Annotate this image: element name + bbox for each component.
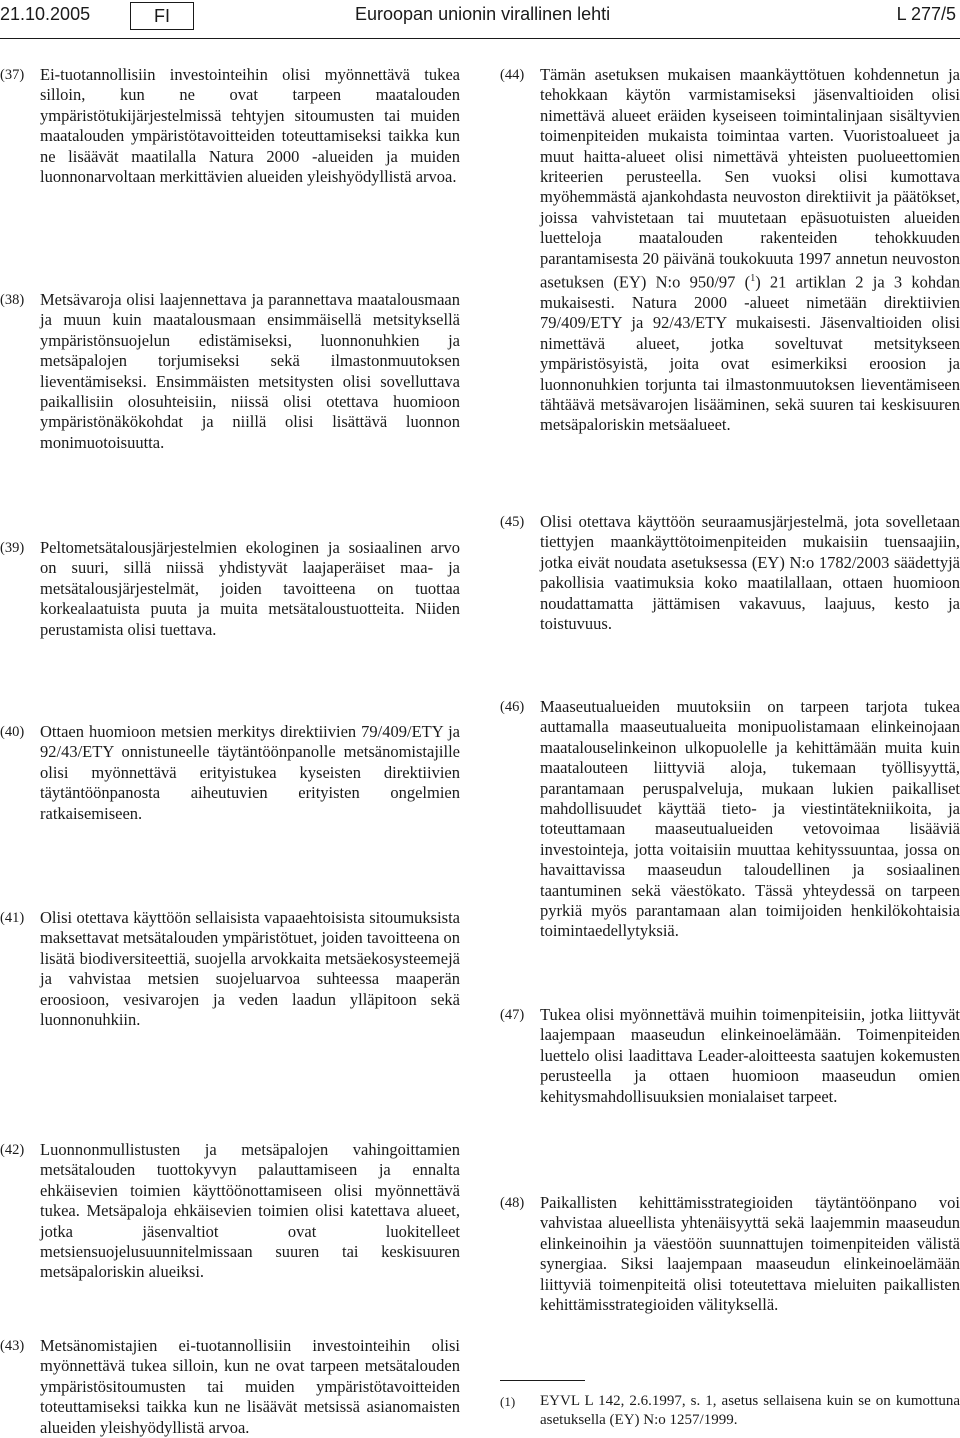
language-badge: FI xyxy=(130,2,194,30)
footnote-text: EYVL L 142, 2.6.1997, s. 1, asetus sellaisena kuin se on kumottuna asetuksella (EY) N:o 1257/1999. xyxy=(540,1393,960,1428)
recital-text-part: ) 21 artiklan 2 ja 3 kohdan mukaisesti. Natura 2000 -alueet nimetään direktiivien 79/409/ETY ja 92/43/ETY mukaisesti. Jäsenvaltioiden olisi nimettävä alueet, jotka soveltuvat metsitykseen ympäristösyistä, joita ovat esimerkiksi eroosion ja luonnonuhkien torjunta tai ilmastonmuutoksen lieventämiseen tähtäävä metsävarojen lisääminen, sekä suuren tai keskisuuren metsäpaloriskin metsäalueet. xyxy=(540,272,960,435)
recital-number: (38) xyxy=(0,292,25,308)
header-rule xyxy=(0,38,960,39)
recital-number: (37) xyxy=(0,67,25,83)
recital-48 xyxy=(500,1193,960,1315)
recital-text: Olisi otettava käyttöön seuraamusjärjestelmä, jota sovelletaan tiettyjen maankäyttötoimenpiteiden mukaisiin tuensaajiin, jotka eivät noudata asetuksessa (EY) N:o 1782/2003 säädettyjä pakollisia vaatimuksia koko maatilallaan, ottaen huomioon noudattamatta jättämisen vakavuus, laajuus, kesto ja toistuvuus. xyxy=(540,512,960,634)
recital-number: (48) xyxy=(500,1195,525,1211)
footnote-rule xyxy=(500,1380,585,1381)
recital-number: (47) xyxy=(500,1007,525,1023)
recital-number: (42) xyxy=(0,1142,25,1158)
recital-text: Tukea olisi myönnettävä muihin toimenpiteisiin, jotka liittyvät laajempaan maaseudun elinkeinoelämään. Toimenpiteiden luettelo olisi laadittava Leader-aloitteesta saatujen kokemusten perusteella ja ottaen huomioon maaseudun omien kehitysmahdollisuuksien monialaiset tarpeet. xyxy=(540,1005,960,1106)
recital-number: (39) xyxy=(0,540,25,556)
footnote-ref[interactable]: 1 xyxy=(750,273,756,285)
recital-number: (45) xyxy=(500,514,525,530)
recital-text: Maaseutualueiden muutoksiin on tarpeen tarjota tukea auttamalla maaseutualueita monipuolistamaan elinkeinojaan maatalouselinkeinon ulkopuolelle ja kehittämään muita kuin maatalouteen liittyviä aloja, tukemaan työllisyyttä, parantamaan peruspalveluja, mukaan lukien paikalliset mahdollisuudet käyttää tieto- ja viestintätekniikoita, ja toteuttamaan maaseutualueiden vetovoimaa lisääviä investointeja, jotta voitaisiin muuttaa kehityssuuntaa, jossa on havaittavissa maaseudun taloudellinen ja sosiaalinen taantuminen sekä väestökato. Tässä yhteydessä on tarpeen pyrkiä myös parantamaan alan toimijoiden henkilökohtaisia toimintaedellytyksiä. xyxy=(540,697,960,941)
recital-40 xyxy=(0,722,460,824)
recital-number: (41) xyxy=(0,910,25,926)
recital-39 xyxy=(0,538,460,640)
recital-text: Ei-tuotannollisiin investointeihin olisi myönnettävä tukea silloin, kun ne ovat tarpeen maatalouden ympäristötukijärjestelmissä tehtyjen sitoumusten tai muiden maatalouden ympäristötavoitteiden toteuttamiseksi taikka kun ne lisäävät maatilalla Natura 2000 -alueiden ja muiden luonnonarvoltaan merkittävien alueiden yleishyödyllistä arvoa. xyxy=(40,65,460,187)
recital-number: (43) xyxy=(0,1338,25,1354)
recital-text: Ottaen huomioon metsien merkitys direktiivien 79/409/ETY ja 92/43/ETY onnistuneelle täytäntöönpanolle metsänomistajille olisi myönnettävä erityistukea kyseisten direktiivien täytäntöönpanosta aiheutuvien erityisten ongelmien ratkaisemiseen. xyxy=(40,722,460,823)
recital-41 xyxy=(0,908,460,1030)
recital-43 xyxy=(0,1336,460,1438)
recital-text: Paikallisten kehittämisstrategioiden täytäntöönpano voi vahvistaa alueellista yhtenäisyyttä sekä laajemmin maaseudun elinkeinoihin ja väestöön suunnattujen toimenpiteiden välistä synergiaa. Siksi laajempaan maaseudun elinkeinoelämään liittyviä toimenpiteitä olisi toteutettava mieluiten paikallisten kehittämisstrategioiden välityksellä. xyxy=(540,1193,960,1315)
recital-46 xyxy=(500,697,960,942)
recital-42 xyxy=(0,1140,460,1283)
publication-date: 21.10.2005 xyxy=(0,4,91,24)
page-reference: L 277/5 xyxy=(896,4,956,24)
recital-text: Peltometsätalousjärjestelmien ekologinen ja sosiaalinen arvo on suuri, sillä niissä yhdistyvät laajaperäiset maa- ja metsätalousjärjestelmät, joiden tavoitteena on tuottaa korkealaatuista puuta ja muita metsätaloustuotteita. Niiden perustamista olisi tuettava. xyxy=(40,538,460,639)
recital-number: (40) xyxy=(0,724,25,740)
recital-number: (44) xyxy=(500,67,525,83)
recital-number: (46) xyxy=(500,699,525,715)
recital-text: Olisi otettava käyttöön sellaisista vapaaehtoisista sitoumuksista maksettavat metsätalouden ympäristötuet, joiden tavoitteena on lisätä biodiversiteettiä, suojella arvokkaita metsäekosysteemejä ja vahvistaa metsien suojeluarvoa suhteessa maaperän eroosioon, vesivarojen ja veden laadun ylläpitoon sekä luonnonuhkiin. xyxy=(40,908,460,1030)
recital-37 xyxy=(0,65,460,187)
recital-38 xyxy=(0,290,460,453)
recital-text: Luonnonmullistusten ja metsäpalojen vahingoittamien metsätalouden tuottokyvyn palauttamiseen ja ennalta ehkäisevien toimien käyttöönottamiseen olisi myönnettävä tukea. Metsäpaloja ehkäisevien toimien olisi katettava alueet, jotka jäsenvaltiot ovat luokitelleet metsiensuojelusuunnitelmissaan suuren tai keskisuuren metsäpaloriskin alueiksi. xyxy=(40,1140,460,1282)
recital-44 xyxy=(500,65,960,436)
recital-text xyxy=(540,65,960,436)
journal-title: Euroopan unionin virallinen lehti xyxy=(355,4,611,24)
recital-47 xyxy=(500,1005,960,1107)
recital-text: Metsänomistajien ei-tuotannollisiin investointeihin olisi myönnettävä tukea silloin, kun ne ovat tarpeen metsätalouden ympäristösitoumusten tai muiden ympäristötavoitteiden toteuttamiseksi taikka kun ne lisäävät metsissä asianomaisten alueiden yleishyödyllistä arvoa. xyxy=(40,1336,460,1437)
recital-text: Metsävaroja olisi laajennettava ja parannettava maatalousmaan ja muun kuin maatalousmaan ensimmäisellä metsityksellä ympäristönsuojelun edistämiseksi, luonnonuhkien ja metsäpalojen torjumiseksi sekä ilmastonmuutoksen lieventämiseksi. Ensimmäisten metsitysten olisi sovelluttava paikallisiin olosuhteisiin, niissä olisi otettava huomioon ympäristönäkökohdat ja niillä olisi lisättävä luonnon monimuotoisuutta. xyxy=(40,290,460,452)
footnote xyxy=(500,1392,960,1430)
page-header xyxy=(0,0,960,40)
recital-text-part: Tämän asetuksen mukaisen maankäyttötuen kohdennetun ja tehokkaan käytön varmistamiseksi jäsenvaltioiden olisi nimettävä alueet eräiden kyseiseen toimintalinjaan sisältyvien toimenpiteiden mukaista toimintaa varten. Vuoristoalueet ja muut haitta-alueet olisi nimettävä yhteisten puolueettomien kriteerien perusteella. Sen vuoksi olisi kumottava myöhemmästä ajankohdasta neuvoston direktiivit ja päätökset, joissa vahvistetaan tai muutetaan epäsuotuisten alueiden luetteloja maatalouden rakenteiden tehokkuuden parantamisesta 20 päivänä toukokuuta 1997 annetun neuvoston asetuksen (EY) N:o 950/97 ( xyxy=(540,65,960,292)
recital-45 xyxy=(500,512,960,634)
footnote-number: (1) xyxy=(500,1394,516,1409)
